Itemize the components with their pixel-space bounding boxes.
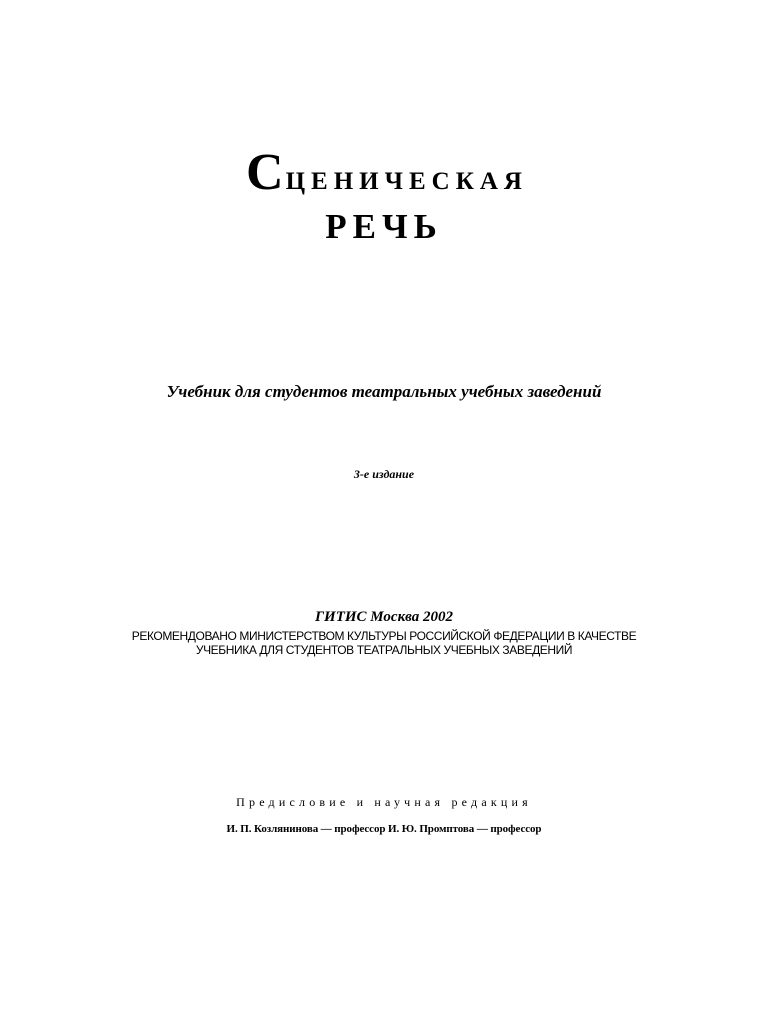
edition-label: 3-е издание xyxy=(353,467,415,481)
book-title-line-2: РЕЧЬ xyxy=(325,207,443,246)
recommendation-line-1: РЕКОМЕНДОВАНО МИНИСТЕРСТВОМ КУЛЬТУРЫ РОССИЙСКОЙ ФЕДЕРАЦИИ В КАЧЕСТВЕ xyxy=(131,629,637,643)
publisher-line: ГИТИС Москва 2002 xyxy=(314,609,454,625)
book-title-initial: С xyxy=(246,144,286,201)
recommendation-line-2: УЧЕБНИКА ДЛЯ СТУДЕНТОВ ТЕАТРАЛЬНЫХ УЧЕБНЫХ ЗАВЕДЕНИЙ xyxy=(195,643,573,657)
preface-label: Предисловие и научная редакция xyxy=(236,795,532,809)
book-title-rest: ценическая xyxy=(285,158,528,197)
book-title-line-1 xyxy=(0,143,768,202)
authors-line: И. П. Козлянинова — профессор И. Ю. Промптова — профессор xyxy=(226,823,542,835)
book-subtitle: Учебник для студентов театральных учебных заведений xyxy=(166,382,602,401)
